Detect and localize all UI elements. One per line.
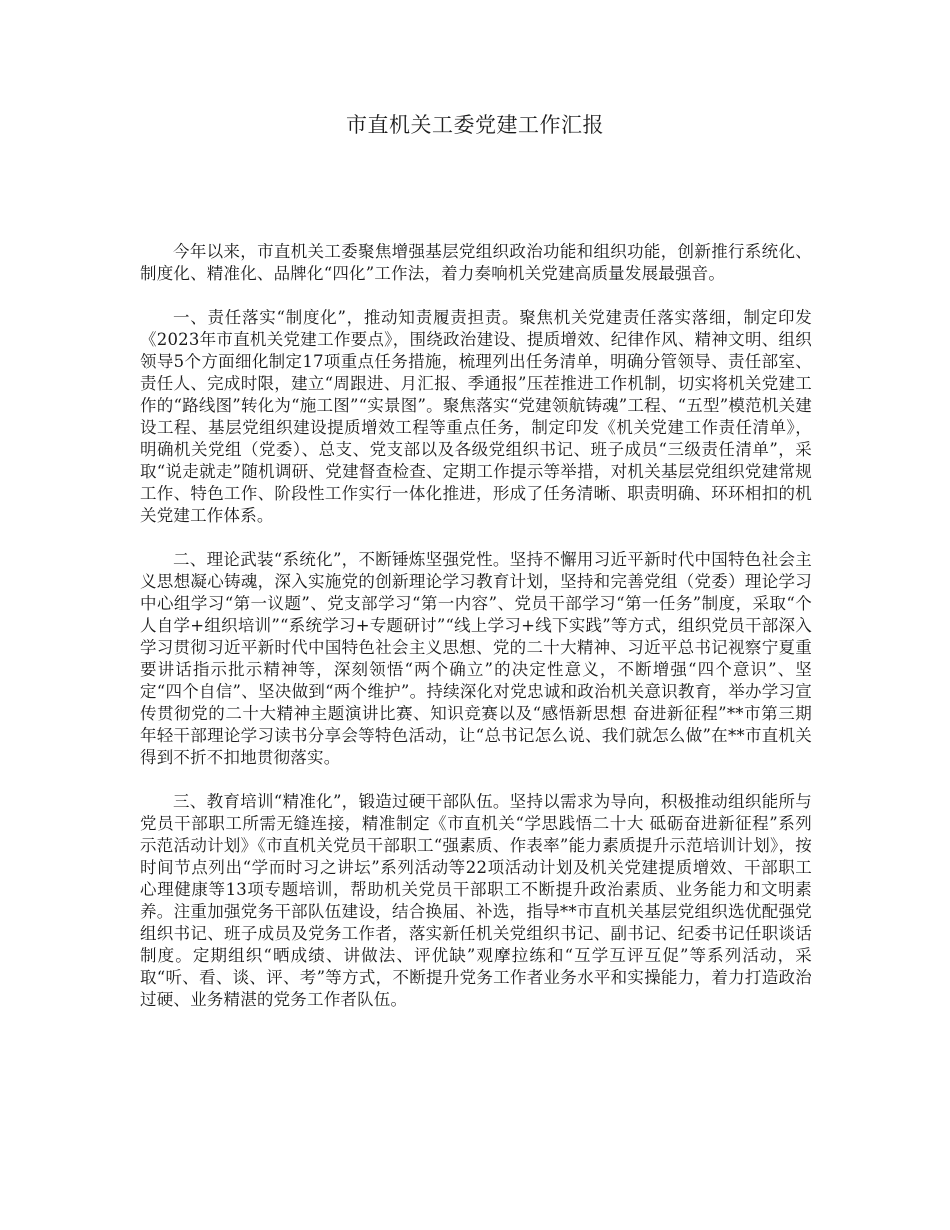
section-1-paragraph: 一、责任落实“制度化”，推动知责履责担责。聚焦机关党建责任落实落细，制定印发《2023年市直机关党建工作要点》，围绕政治建设、提质增效、纪律作风、精神文明、组织领导5个方面细化制定17项重点任务措施，梳理列出任务清单，明确分管领导、责任部室、责任人、完成时限，建立“周跟进、月汇报、季通报”压茬推进工作机制，切实将机关党建工作的“路线图”转化为“施工图”“实景图”。聚焦落实“党建领航铸魂”工程、“五型”模范机关建设工程、基层党组织建设提质增效工程等重点任务，制定印发《机关党建工作责任清单》，明确机关党组（党委）、总支、党支部以及各级党组织书记、班子成员“三级责任清单”，采取“说走就走”随机调研、党建督查检查、定期工作提示等举措，对机关基层党组织党建常规工作、特色工作、阶段性工作实行一体化推进，形成了任务清晰、职责明确、环环相扣的机关党建工作体系。 <box>140 308 812 525</box>
intro-paragraph: 今年以来，市直机关工委聚焦增强基层党组织政治功能和组织功能，创新推行系统化、制度化、精准化、品牌化“四化”工作法，着力奏响机关党建高质量发展最强音。 <box>140 242 812 283</box>
document-title: 市直机关工委党建工作汇报 <box>346 113 604 137</box>
section-3-paragraph: 三、教育培训“精准化”，锻造过硬干部队伍。坚持以需求为导向，积极推动组织能所与党员干部职工所需无缝连接，精准制定《市直机关“学思践悟二十大 砥砺奋进新征程”系列示范活动计划》《市直机关党员干部职工“强素质、作表率”能力素质提升示范培训计划》，按时间节点列出“学而时习之讲坛”系列活动等22项活动计划及机关党建提质增效、干部职工心理健康等13项专题培训，帮助机关党员干部职工不断提升政治素质、业务能力和文明素养。注重加强党务干部队伍建设，结合换届、补选，指导**市直机关基层党组织选优配强党组织书记、班子成员及党务工作者，落实新任机关党组织书记、副书记、纪委书记任职谈话制度。定期组织“晒成绩、讲做法、评优缺”观摩拉练和“互学互评互促”等系列活动，采取“听、看、谈、评、考”等方式，不断提升党务工作者业务水平和实操能力，着力打造政治过硬、业务精湛的党务工作者队伍。 <box>140 792 812 1009</box>
section-2-paragraph: 二、理论武装“系统化”，不断锤炼坚强党性。坚持不懈用习近平新时代中国特色社会主义思想凝心铸魂，深入实施党的创新理论学习教育计划，坚持和完善党组（党委）理论学习中心组学习“第一议题”、党支部学习“第一内容”、党员干部学习“第一任务”制度，采取“个人自学+组织培训”“系统学习+专题研讨”“线上学习+线下实践”等方式，组织党员干部深入学习贯彻习近平新时代中国特色社会主义思想、党的二十大精神、习近平总书记视察宁夏重要讲话指示批示精神等，深刻领悟“两个确立”的决定性意义，不断增强“四个意识”、坚定“四个自信”、坚决做到“两个维护”。持续深化对党忠诚和政治机关意识教育，举办学习宣传贯彻党的二十大精神主题演讲比赛、知识竞赛以及“感悟新思想 奋进新征程”**市第三期年轻干部理论学习读书分享会等特色活动，让“总书记怎么说、我们就怎么做”在**市直机关得到不折不扣地贯彻落实。 <box>140 550 812 767</box>
document-body <box>140 241 812 1033</box>
